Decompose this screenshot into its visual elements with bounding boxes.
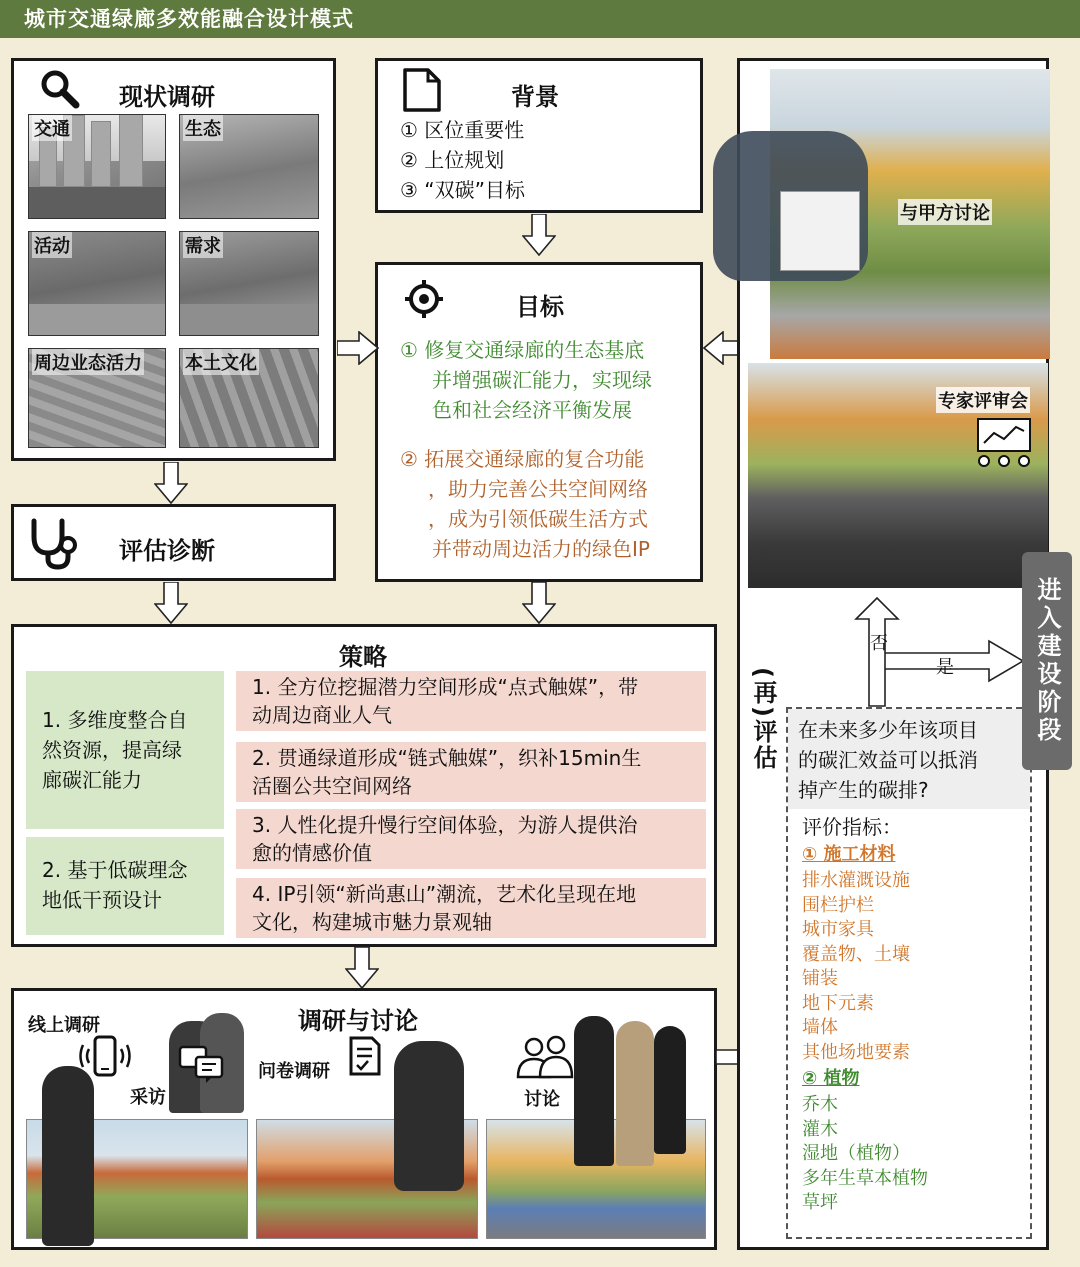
- enter-construction-stage: 进入建设阶段: [1022, 552, 1072, 770]
- plant-category-title: ② 植物: [802, 1068, 860, 1089]
- strategy-box: [11, 624, 717, 947]
- no-label: 否: [870, 633, 888, 654]
- survey-photo-activity: [28, 231, 166, 336]
- arrow-survey-to-goal: [337, 331, 379, 365]
- survey-photo-business: [28, 348, 166, 448]
- strategy-left-item: 2. 基于低碳理念 地低干预设计: [26, 837, 224, 935]
- photo-label-demand: 需求: [183, 232, 223, 258]
- group-discussion-icon: [514, 1035, 578, 1081]
- background-box: [375, 58, 703, 213]
- discussion-figure: [654, 1026, 686, 1154]
- goal-box: [375, 262, 703, 582]
- carbon-question: 在未来多少年该项目 的碳汇效益可以抵消 掉产生的碳排?: [788, 709, 1030, 809]
- goal1-line: ① 修复交通绿廊的生态基底: [400, 338, 645, 362]
- survey-box: [11, 58, 336, 461]
- indicator-item: 多年生草本植物: [802, 1167, 928, 1189]
- yes-label: 是: [936, 657, 954, 678]
- document-icon: [402, 67, 442, 113]
- chat-bubbles-icon: [178, 1045, 224, 1085]
- goal2-line: 并带动周边活力的绿色IP: [432, 537, 650, 561]
- discussion-figure: [616, 1021, 654, 1166]
- strategy-right-item: 1. 全方位挖掘潜力空间形成“点式触媒”，带 动周边商业人气: [236, 671, 706, 731]
- indicator-item: 地下元素: [802, 992, 874, 1014]
- indicator-item: 灌木: [802, 1118, 838, 1140]
- client-meeting-table: [780, 191, 860, 271]
- indicator-item: 城市家具: [802, 919, 874, 940]
- arrow-goal-to-strategy: [522, 582, 556, 624]
- research-title: 调研与讨论: [298, 1007, 418, 1035]
- goal-title: 目标: [516, 293, 564, 321]
- questionnaire-icon: [348, 1035, 382, 1077]
- indicator-item: 墙体: [802, 1017, 838, 1038]
- client-discussion-label: 与甲方讨论: [898, 199, 992, 225]
- arrow-strategy-to-research: [345, 947, 379, 989]
- goal2-line: ，成为引领低碳生活方式: [428, 507, 648, 531]
- strategy-right-item: 2. 贯通绿道形成“链式触媒”，织补15min生 活圈公共空间网络: [236, 742, 706, 802]
- survey-photo-demand: [179, 231, 319, 336]
- photo-label-traffic: 交通: [32, 115, 72, 141]
- interview-label: 采访: [130, 1083, 166, 1109]
- indicator-item: 湿地（植物）: [802, 1143, 910, 1164]
- interviewee-figure: [42, 1066, 94, 1246]
- material-category-title: ① 施工材料: [802, 844, 896, 865]
- arrow-diagnosis-to-strategy: [154, 582, 188, 624]
- background-title: 背景: [511, 83, 559, 111]
- indicator-item: 覆盖物、土壤: [802, 943, 910, 965]
- expert-review-label: 专家评审会: [936, 387, 1030, 413]
- background-item: ③ “双碳”目标: [400, 178, 526, 202]
- strategy-title: 策略: [339, 643, 387, 671]
- strategy-left-item: 1. 多维度整合自 然资源，提高绿 廊碳汇能力: [26, 671, 224, 829]
- indicator-item: 其他场地要素: [802, 1041, 910, 1063]
- reevaluation-label: (再)评估: [749, 667, 777, 771]
- arrow-survey-to-diagnosis: [154, 462, 188, 504]
- indicator-item: 铺装: [802, 968, 838, 989]
- goal2-line: ② 拓展交通绿廊的复合功能: [400, 447, 645, 471]
- photo-label-activity: 活动: [32, 232, 72, 258]
- diagnosis-title: 评估诊断: [119, 537, 215, 565]
- indicator-title: 评价指标：: [802, 815, 902, 839]
- background-item: ① 区位重要性: [400, 118, 525, 142]
- questionnaire-figure: [394, 1041, 464, 1191]
- indicator-item: 草坪: [802, 1192, 838, 1213]
- goal2-line: ，助力完善公共空间网络: [428, 477, 648, 501]
- survey-photo-culture: [179, 348, 319, 448]
- indicator-item: 乔木: [802, 1094, 838, 1115]
- research-box: [11, 988, 717, 1250]
- goal1-line: 色和社会经济平衡发展: [432, 398, 632, 422]
- photo-label-culture: 本土文化: [183, 349, 259, 375]
- stethoscope-icon: [26, 517, 82, 571]
- photo-label-business: 周边业态活力: [32, 349, 144, 375]
- survey-photo-ecology: [179, 114, 319, 219]
- evaluation-panel: [737, 58, 1049, 1250]
- phone-icon: [78, 1035, 132, 1079]
- strategy-right-item: 3. 人性化提升慢行空间体验，为游人提供治 愈的情感价值: [236, 809, 706, 869]
- strategy-right-item: 4. IP引领“新尚惠山”潮流，艺术化呈现在地 文化，构建城市魅力景观轴: [236, 878, 706, 938]
- discussion-label: 讨论: [524, 1085, 560, 1111]
- arrow-yes-right: [885, 639, 1025, 683]
- page-title: 城市交通绿廊多效能融合设计模式: [0, 0, 1080, 38]
- evaluation-criteria-box: [786, 707, 1032, 1239]
- discussion-figure: [574, 1016, 614, 1166]
- arrow-background-to-goal: [522, 214, 556, 256]
- indicator-item: 围栏护栏: [802, 894, 874, 916]
- questionnaire-label: 问卷调研: [258, 1057, 330, 1083]
- survey-title: 现状调研: [119, 83, 215, 111]
- online-research-label: 线上调研: [28, 1015, 100, 1036]
- background-item: ② 上位规划: [400, 148, 505, 172]
- target-icon: [404, 279, 444, 319]
- indicator-item: 排水灌溉设施: [802, 870, 910, 891]
- goal1-line: 并增强碳汇能力，实现绿: [432, 368, 652, 392]
- photo-label-ecology: 生态: [183, 115, 223, 141]
- meeting-chart-icon: [972, 417, 1036, 471]
- magnifier-icon: [38, 67, 82, 111]
- survey-photo-traffic: [28, 114, 166, 219]
- diagnosis-box: [11, 504, 336, 581]
